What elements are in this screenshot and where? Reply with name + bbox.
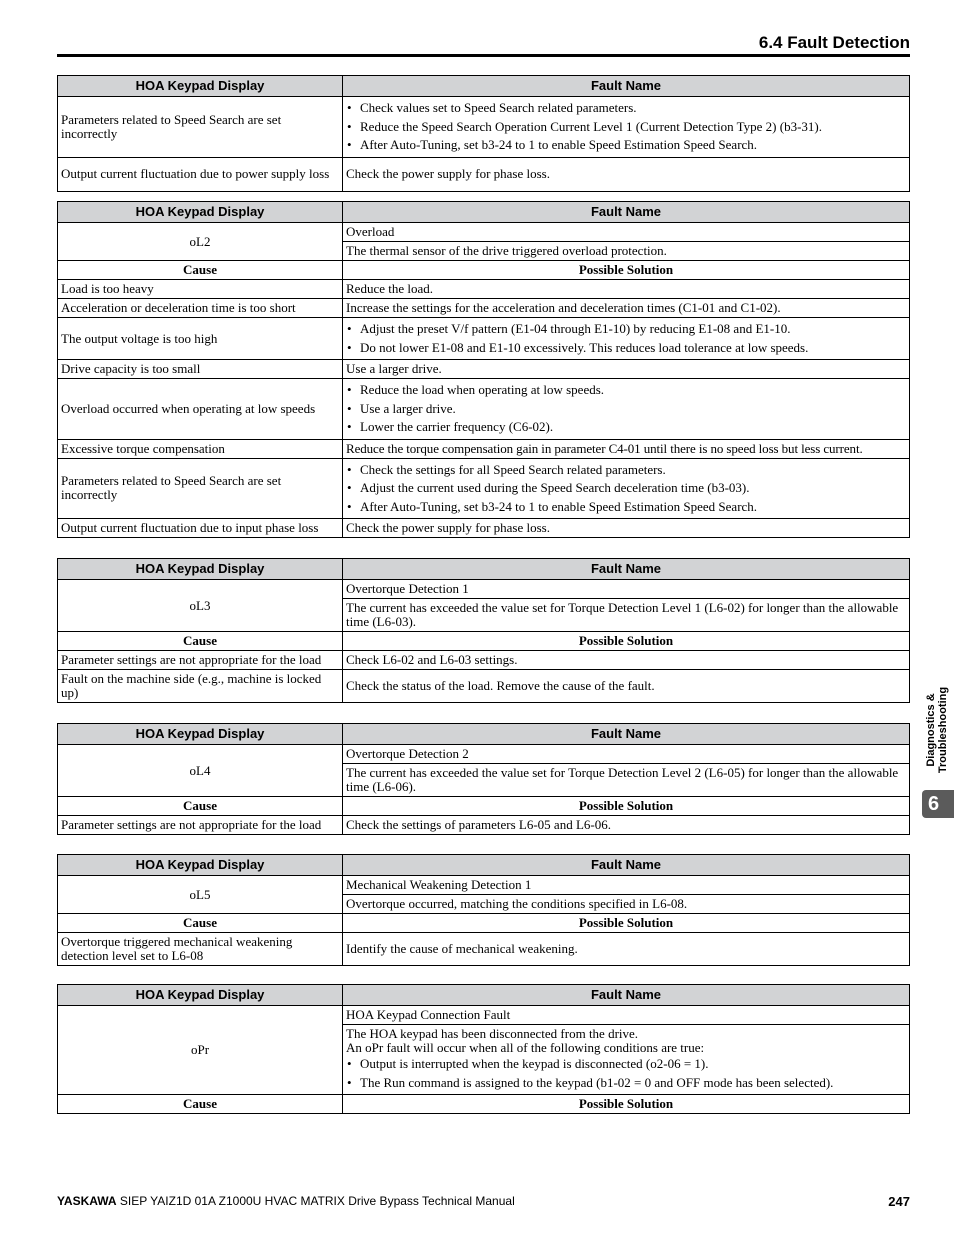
solution-bullet: • After Auto-Tuning, set b3-24 to 1 to enable Speed Estimation Speed Search.: [346, 136, 906, 155]
solution-header: Possible Solution: [343, 261, 910, 280]
fault-code: oL2: [58, 223, 343, 261]
col-header-fault-name: Fault Name: [343, 985, 910, 1006]
chapter-tab: 6: [922, 790, 954, 818]
table-row: [58, 299, 910, 318]
description-bullet: • The Run command is assigned to the keypad (b1-02 = 0 and OFF mode has been selected).: [346, 1074, 906, 1093]
solution-cell: [343, 97, 910, 158]
table-row: [58, 318, 910, 360]
table-row: [58, 519, 910, 538]
table-row: [58, 670, 910, 703]
solution-cell: Identify the cause of mechanical weakening.: [343, 933, 910, 966]
cause-cell: Output current fluctuation due to input phase loss: [58, 519, 343, 538]
cause-cell: Excessive torque compensation: [58, 439, 343, 458]
cause-cell: Parameter settings are not appropriate for the load: [58, 816, 343, 835]
solution-cell: Use a larger drive.: [343, 360, 910, 379]
fault-name: HOA Keypad Connection Fault: [343, 1006, 910, 1025]
solution-bullet: • After Auto-Tuning, set b3-24 to 1 to enable Speed Estimation Speed Search.: [346, 498, 906, 517]
table-row: [58, 379, 910, 440]
cause-header: Cause: [58, 914, 343, 933]
col-header-display: HOA Keypad Display: [58, 855, 343, 876]
table-row: [58, 439, 910, 458]
cause-cell: Fault on the machine side (e.g., machine is locked up): [58, 670, 343, 703]
fault-description: Overtorque occurred, matching the conditions specified in L6-08.: [343, 895, 910, 914]
solution-cell: [343, 458, 910, 519]
solution-cell: [343, 379, 910, 440]
cause-header: Cause: [58, 797, 343, 816]
fault-code: oL3: [58, 580, 343, 632]
solution-cell: [343, 318, 910, 360]
solution-cell: Increase the settings for the acceleration and deceleration times (C1-01 and C1-02).: [343, 299, 910, 318]
solution-cell: Check the power supply for phase loss.: [343, 157, 910, 191]
solution-header: Possible Solution: [343, 1095, 910, 1114]
fault-code: oL5: [58, 876, 343, 914]
solution-cell: Check the settings of parameters L6-05 and L6-06.: [343, 816, 910, 835]
solution-bullet: • Do not lower E1-08 and E1-10 excessively. This reduces load tolerance at low speeds.: [346, 339, 906, 358]
solution-cell: Reduce the load.: [343, 280, 910, 299]
fault-code: oPr: [58, 1006, 343, 1095]
col-header-fault-name: Fault Name: [343, 76, 910, 97]
fault-table-ol3: [57, 558, 910, 703]
section-title: 6.4 Fault Detection: [758, 33, 910, 52]
col-header-display: HOA Keypad Display: [58, 724, 343, 745]
cause-cell: Parameters related to Speed Search are set incorrectly: [58, 458, 343, 519]
col-header-fault-name: Fault Name: [343, 559, 910, 580]
solution-bullet: • Use a larger drive.: [346, 400, 906, 419]
fault-description: The current has exceeded the value set for Torque Detection Level 2 (L6-05) for longer than the allowable time (L6-06).: [343, 764, 910, 797]
fault-description: [343, 1025, 910, 1095]
col-header-fault-name: Fault Name: [343, 855, 910, 876]
fault-name: Overtorque Detection 1: [343, 580, 910, 599]
table-row: [58, 933, 910, 966]
cause-cell: Overload occurred when operating at low speeds: [58, 379, 343, 440]
fault-name: Overtorque Detection 2: [343, 745, 910, 764]
table-row: [58, 280, 910, 299]
solution-bullet: • Lower the carrier frequency (C6-02).: [346, 418, 906, 437]
cause-header: Cause: [58, 1095, 343, 1114]
solution-bullet: • Check the settings for all Speed Search related parameters.: [346, 461, 906, 480]
fault-table-ol4: [57, 723, 910, 835]
cause-cell: Load is too heavy: [58, 280, 343, 299]
col-header-display: HOA Keypad Display: [58, 985, 343, 1006]
footer-brand: YASKAWA: [57, 1194, 117, 1208]
fault-table-ol5: [57, 854, 910, 966]
col-header-display: HOA Keypad Display: [58, 559, 343, 580]
fault-name: Mechanical Weakening Detection 1: [343, 876, 910, 895]
table-row: [58, 458, 910, 519]
table-row: [58, 816, 910, 835]
description-line: An oPr fault will occur when all of the following conditions are true:: [346, 1040, 705, 1055]
table-row: [58, 157, 910, 191]
solution-cell: Check the status of the load. Remove the cause of the fault.: [343, 670, 910, 703]
header-rule: [57, 54, 910, 57]
cause-cell: Overtorque triggered mechanical weakening detection level set to L6-08: [58, 933, 343, 966]
side-label-line: Troubleshooting: [937, 686, 949, 774]
chapter-side-label: [922, 685, 952, 775]
solution-bullet: • Adjust the current used during the Speed Search deceleration time (b3-03).: [346, 479, 906, 498]
cause-cell: Acceleration or deceleration time is too short: [58, 299, 343, 318]
description-bullet: • Output is interrupted when the keypad is disconnected (o2-06 = 1).: [346, 1055, 906, 1074]
solution-bullet: • Reduce the Speed Search Operation Current Level 1 (Current Detection Type 2) (b3-31).: [346, 118, 906, 137]
cause-cell: Parameters related to Speed Search are set incorrectly: [58, 97, 343, 158]
col-header-fault-name: Fault Name: [343, 724, 910, 745]
cause-cell: Output current fluctuation due to power supply loss: [58, 157, 343, 191]
footer-doc: SIEP YAIZ1D 01A Z1000U HVAC MATRIX Drive Bypass Technical Manual: [116, 1194, 515, 1208]
solution-bullet: • Check values set to Speed Search related parameters.: [346, 99, 906, 118]
footer-doc-title: [57, 1194, 515, 1208]
page-number: 247: [888, 1194, 910, 1209]
fault-table-opr: [57, 984, 910, 1114]
solution-header: Possible Solution: [343, 914, 910, 933]
description-line: The HOA keypad has been disconnected from the drive.: [346, 1026, 639, 1041]
solution-header: Possible Solution: [343, 632, 910, 651]
solution-cell: Check L6-02 and L6-03 settings.: [343, 651, 910, 670]
solution-cell: Reduce the torque compensation gain in parameter C4-01 until there is no speed loss but less current.: [343, 439, 910, 458]
fault-code: oL4: [58, 745, 343, 797]
solution-header: Possible Solution: [343, 797, 910, 816]
cause-cell: Drive capacity is too small: [58, 360, 343, 379]
side-label-line: Diagnostics &: [925, 693, 937, 767]
table-row: [58, 360, 910, 379]
table-row: [58, 651, 910, 670]
table-row: [58, 97, 910, 158]
col-header-display: HOA Keypad Display: [58, 202, 343, 223]
col-header-fault-name: Fault Name: [343, 202, 910, 223]
fault-table-ol2: [57, 201, 910, 538]
fault-name: Overload: [343, 223, 910, 242]
cause-cell: Parameter settings are not appropriate for the load: [58, 651, 343, 670]
solution-bullet: • Reduce the load when operating at low speeds.: [346, 381, 906, 400]
cause-cell: The output voltage is too high: [58, 318, 343, 360]
cause-header: Cause: [58, 632, 343, 651]
fault-description: The current has exceeded the value set for Torque Detection Level 1 (L6-02) for longer than the allowable time (L6-03).: [343, 599, 910, 632]
solution-bullet: • Adjust the preset V/f pattern (E1-04 through E1-10) by reducing E1-08 and E1-10.: [346, 320, 906, 339]
col-header-display: HOA Keypad Display: [58, 76, 343, 97]
fault-description: The thermal sensor of the drive triggered overload protection.: [343, 242, 910, 261]
solution-cell: Check the power supply for phase loss.: [343, 519, 910, 538]
fault-table-continued: [57, 75, 910, 192]
cause-header: Cause: [58, 261, 343, 280]
